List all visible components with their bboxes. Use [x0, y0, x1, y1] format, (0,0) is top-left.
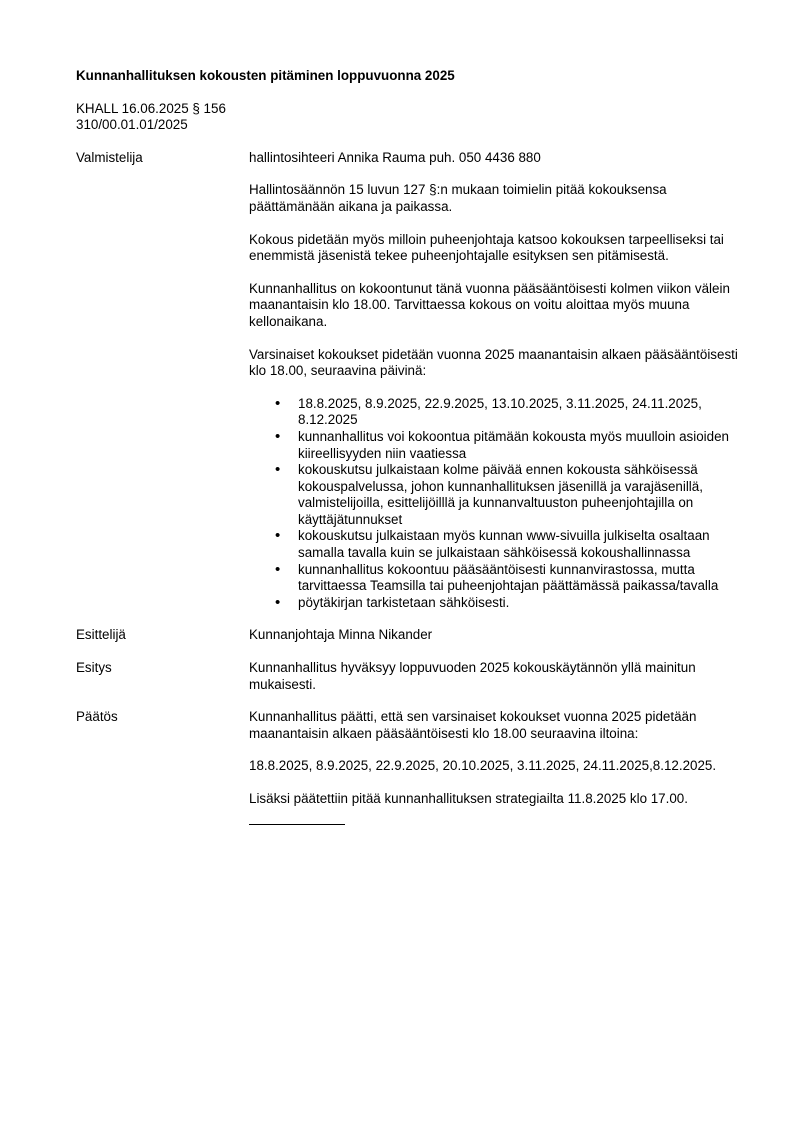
document-title: Kunnanhallituksen kokousten pitäminen loppuvuonna 2025: [76, 68, 455, 83]
list-item: • kunnanhallitus voi kokoontua pitämään kokousta myös muulloin asioiden kiireellisyyden niin vaatiessa: [275, 429, 746, 462]
section-content-paatos: [249, 709, 746, 824]
section-esitys: [76, 660, 746, 693]
paragraph: 18.8.2025, 8.9.2025, 22.9.2025, 20.10.2025, 3.11.2025, 24.11.2025,8.12.2025.: [249, 758, 717, 774]
section-content-esittelija: Kunnanjohtaja Minna Nikander: [249, 627, 433, 643]
section-esittelija: [76, 627, 746, 644]
list-item: • pöytäkirjan tarkistetaan sähköisesti.: [275, 595, 746, 612]
section-valmistelija: [76, 150, 746, 612]
bullet-list: [249, 396, 746, 612]
document-page: [76, 68, 746, 841]
section-content-esitys: Kunnanhallitus hyväksyy loppuvuoden 2025 kokouskäytännön yllä mainitun mukaisesti.: [249, 660, 696, 692]
section-label-esitys: Esitys: [76, 660, 112, 676]
meeting-reference: [76, 101, 746, 134]
preparer-line: hallintosihteeri Annika Rauma puh. 050 4436 880: [249, 149, 541, 165]
paragraph: Kunnanhallitus on kokoontunut tänä vuonna pääsääntöisesti kolmen viikon välein maanantaisin klo 18.00. Tarvittaessa kokous on voitu aloittaa myös muuna kellonaikana.: [249, 280, 730, 329]
separator-line: [249, 824, 345, 825]
section-label-paatos: Päätös: [76, 709, 118, 725]
paragraph: Kunnanhallitus päätti, että sen varsinaiset kokoukset vuonna 2025 pidetään maanantaisin alkaen pääsääntöisesti klo 18.00 seuraavina iltoina:: [249, 709, 697, 741]
meeting-ref-line: KHALL 16.06.2025 § 156: [76, 100, 226, 116]
paragraph: Hallintosäännön 15 luvun 127 §:n mukaan toimielin pitää kokouksensa päättämänään aikana ja paikassa.: [249, 182, 667, 214]
section-label-esittelija: Esittelijä: [76, 627, 126, 643]
list-item: • kunnanhallitus kokoontuu pääsääntöisesti kunnanvirastossa, mutta tarvittaessa Teamsilla tai puheenjohtajan päättämässä paikassa/tavalla: [275, 562, 746, 595]
list-item: • 18.8.2025, 8.9.2025, 22.9.2025, 13.10.2025, 3.11.2025, 24.11.2025, 8.12.2025: [275, 396, 746, 429]
paragraph: Lisäksi päätettiin pitää kunnanhallituksen strategiailta 11.8.2025 klo 17.00.: [249, 791, 688, 806]
list-item: • kokouskutsu julkaistaan myös kunnan www-sivuilla julkiselta osaltaan samalla tavalla kuin se julkaistaan sähköisessä kokoushallinnassa: [275, 528, 746, 561]
section-paatos: [76, 709, 746, 824]
section-label-valmistelija: Valmistelija: [76, 149, 143, 165]
record-id: 310/00.01.01/2025: [76, 117, 188, 133]
section-content-valmistelija: [249, 150, 746, 612]
paragraph: Varsinaiset kokoukset pidetään vuonna 2025 maanantaisin alkaen pääsääntöisesti klo 18.00, seuraavina päivinä:: [249, 346, 738, 379]
list-item: • kokouskutsu julkaistaan kolme päivää ennen kokousta sähköisessä kokouspalvelussa, johon kunnanhallituksen jäsenillä ja varajäsenillä, valmistelijoilla, esittelijöilllä ja kunnanvaltuuston puheenjohtajilla on käyttäjätunnukset: [275, 462, 746, 528]
paragraph: Kokous pidetään myös milloin puheenjohtaja katsoo kokouksen tarpeelliseksi tai enemmistä jäsenistä tekee puheenjohtajalle esityksen sen pitämisestä.: [249, 231, 724, 264]
